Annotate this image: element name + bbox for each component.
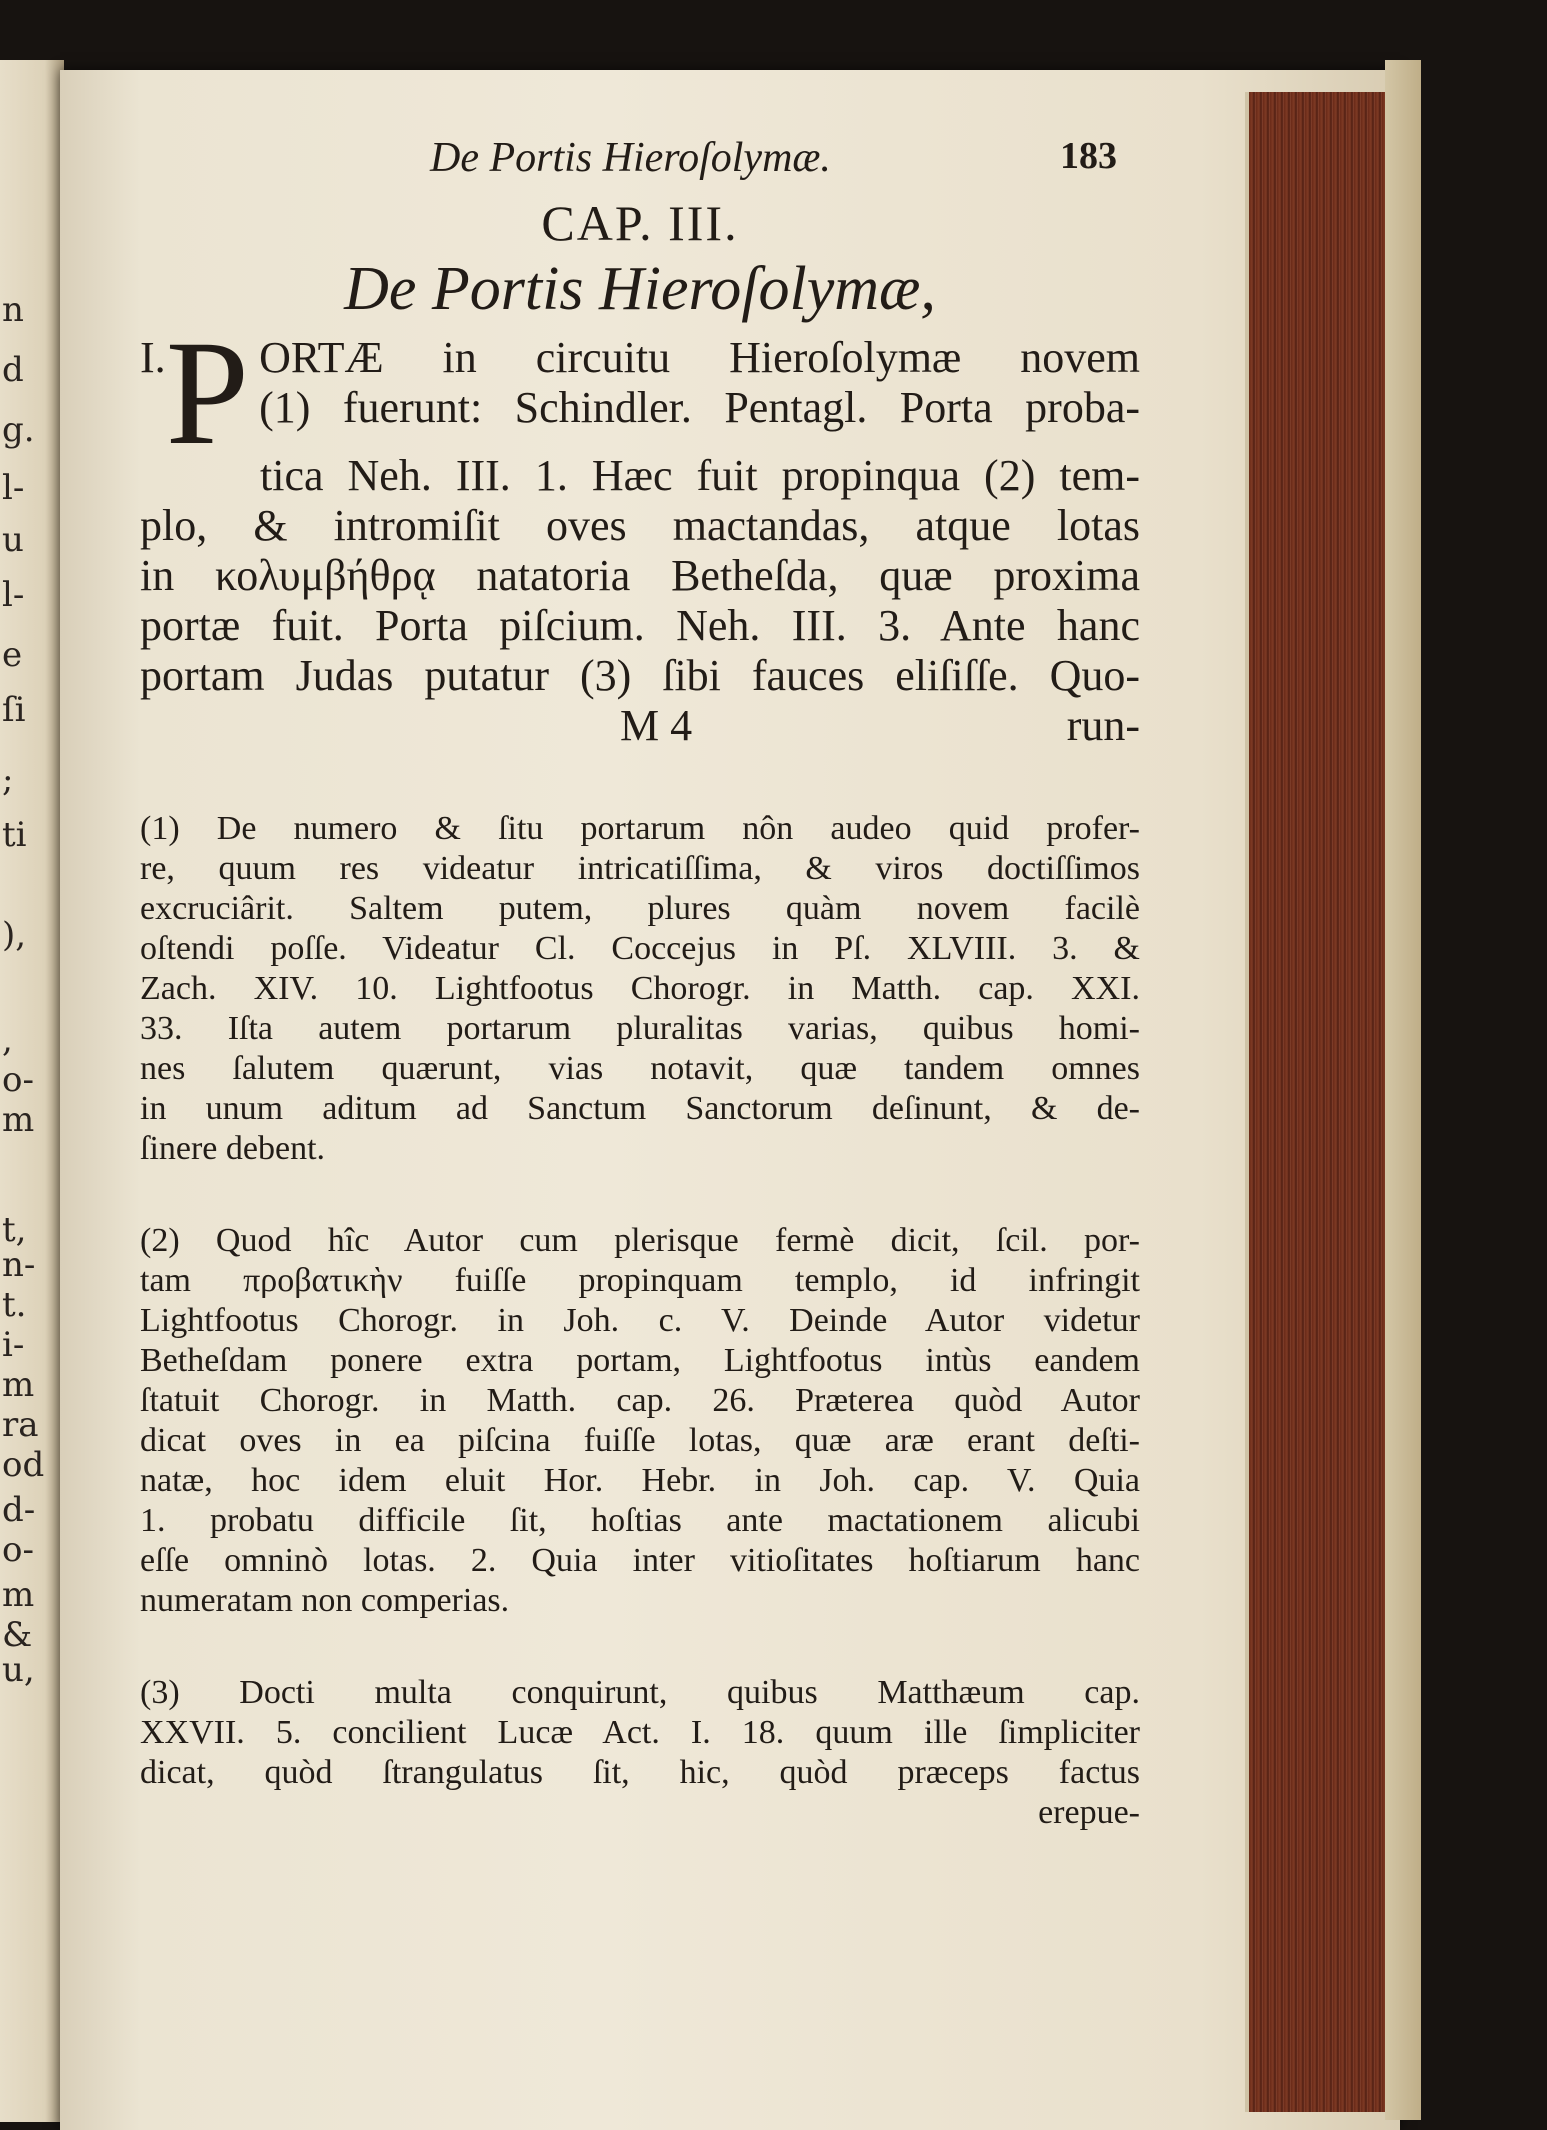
margin-fragment: g.	[2, 410, 35, 450]
margin-fragment: n-	[2, 1245, 36, 1285]
page-number: 183	[1060, 135, 1117, 177]
margin-fragment: l-	[2, 468, 25, 508]
body-line: plo, & intromiſit oves mactandas, atque lotas	[140, 501, 1140, 550]
footnotes	[140, 809, 1140, 1833]
note-line: (3) Docti multa conquirunt, quibus Matthæum cap.	[140, 1674, 1140, 1711]
note-line: dicat oves in ea piſcina fuiſſe lotas, quæ aræ erant deſti-	[140, 1422, 1140, 1459]
catchword: run-	[1066, 701, 1140, 750]
book-page-edges	[1245, 92, 1389, 2112]
footnote-2	[140, 1221, 1140, 1621]
note-line: Zach. XIV. 10. Lightfootus Chorogr. in Matth. cap. XXI.	[140, 970, 1140, 1007]
running-title: De Portis Hieroſolymæ.	[430, 135, 831, 181]
page-text	[140, 130, 1140, 1833]
margin-fragment: d-	[2, 1490, 36, 1530]
note-line: natæ, hoc idem eluit Hor. Hebr. in Joh. cap. V. Quia	[140, 1462, 1140, 1499]
note-line: Lightfootus Chorogr. in Joh. c. V. Deinde Autor videtur	[140, 1302, 1140, 1339]
note-line: ſinere debent.	[140, 1130, 326, 1167]
note-line: Betheſdam ponere extra portam, Lightfootus intùs eandem	[140, 1342, 1140, 1379]
body-line: ORTÆ in circuitu Hieroſolymæ novem	[259, 333, 1140, 382]
running-header	[140, 130, 1140, 194]
body-line: tica Neh. III. 1. Hæc fuit propinqua (2) tem-	[260, 451, 1140, 500]
note-line: in unum aditum ad Sanctum Sanctorum deſinunt, & de-	[140, 1090, 1140, 1127]
note-line: 1. probatu difficile ſit, hoſtias ante mactationem alicubi	[140, 1502, 1140, 1539]
margin-fragment: t,	[2, 1210, 27, 1250]
book-cover-edge	[1385, 60, 1421, 2120]
note-line: tam προβατικὴν fuiſſe propinquam templo, id infringit	[140, 1262, 1140, 1299]
margin-fragment: o-	[2, 1530, 34, 1570]
margin-fragment: i-	[2, 1325, 25, 1365]
margin-fragment: ti	[2, 815, 27, 855]
facing-page-edge	[0, 60, 64, 2122]
margin-fragment: u,	[2, 1650, 35, 1690]
body-line: in κολυμβήθρᾳ natatoria Betheſda, quæ proxima	[140, 551, 1140, 600]
note-line: XXVII. 5. concilient Lucæ Act. I. 18. quum ille ſimpliciter	[140, 1714, 1140, 1751]
note-line: (2) Quod hîc Autor cum plerisque fermè dicit, ſcil. por-	[140, 1222, 1140, 1259]
margin-fragment: ),	[2, 915, 27, 955]
catchword: erepue-	[1038, 1794, 1140, 1831]
body-line: portam Judas putatur (3) ſibi fauces eliſiſſe. Quo-	[140, 651, 1140, 700]
margin-fragment: ra	[2, 1405, 39, 1445]
note-line: dicat, quòd ſtrangulatus ſit, hic, quòd præceps factus	[140, 1754, 1140, 1791]
footnote-1	[140, 809, 1140, 1169]
note-line: numeratam non comperias.	[140, 1582, 510, 1619]
margin-fragment: m	[2, 1365, 35, 1405]
note-line: excruciârit. Saltem putem, plures quàm novem facilè	[140, 890, 1140, 927]
note-line: ſtatuit Chorogr. in Matth. cap. 26. Præterea quòd Autor	[140, 1382, 1140, 1419]
margin-fragment: u	[2, 520, 24, 560]
margin-fragment: e	[2, 635, 23, 675]
margin-fragment: od	[2, 1445, 45, 1485]
footnote-3	[140, 1673, 1140, 1833]
note-line: eſſe omninò lotas. 2. Quia inter vitioſitates hoſtiarum hanc	[140, 1542, 1140, 1579]
chapter-label: CAP. III.	[541, 195, 739, 251]
margin-fragment: t.	[2, 1285, 27, 1325]
margin-fragment: d	[2, 350, 24, 390]
margin-fragment: ſi	[2, 690, 26, 730]
signature-mark: M 4	[620, 701, 693, 750]
margin-fragment: ,	[2, 1020, 13, 1060]
body-line: portæ fuit. Porta piſcium. Neh. III. 3. Ante hanc	[140, 601, 1140, 650]
note-line: nes ſalutem quærunt, vias notavit, quæ tandem omnes	[140, 1050, 1140, 1087]
drop-cap: P	[165, 310, 250, 476]
margin-fragment: l-	[2, 575, 25, 615]
note-line: re, quum res videatur intricatiſſima, & viros doctiſſimos	[140, 850, 1140, 887]
note-line: oſtendi poſſe. Videatur Cl. Coccejus in Pſ. XLVIII. 3. &	[140, 930, 1140, 967]
margin-fragment: n	[2, 290, 24, 330]
margin-fragment: m	[2, 1100, 35, 1140]
note-line: 33. Iſta autem portarum pluralitas varias, quibus homi-	[140, 1010, 1140, 1047]
margin-fragment: m	[2, 1575, 35, 1615]
note-line: (1) De numero & ſitu portarum nôn audeo quid profer-	[140, 810, 1140, 847]
margin-fragment: &	[2, 1615, 33, 1655]
margin-fragment: o-	[2, 1060, 34, 1100]
margin-fragment: ;	[2, 760, 14, 800]
body-line: (1) fuerunt: Schindler. Pentagl. Porta proba-	[259, 383, 1140, 432]
section-number: I.	[140, 333, 166, 382]
chapter-title: De Portis Hieroſolymæ,	[344, 255, 936, 323]
signature-line	[140, 701, 1140, 751]
